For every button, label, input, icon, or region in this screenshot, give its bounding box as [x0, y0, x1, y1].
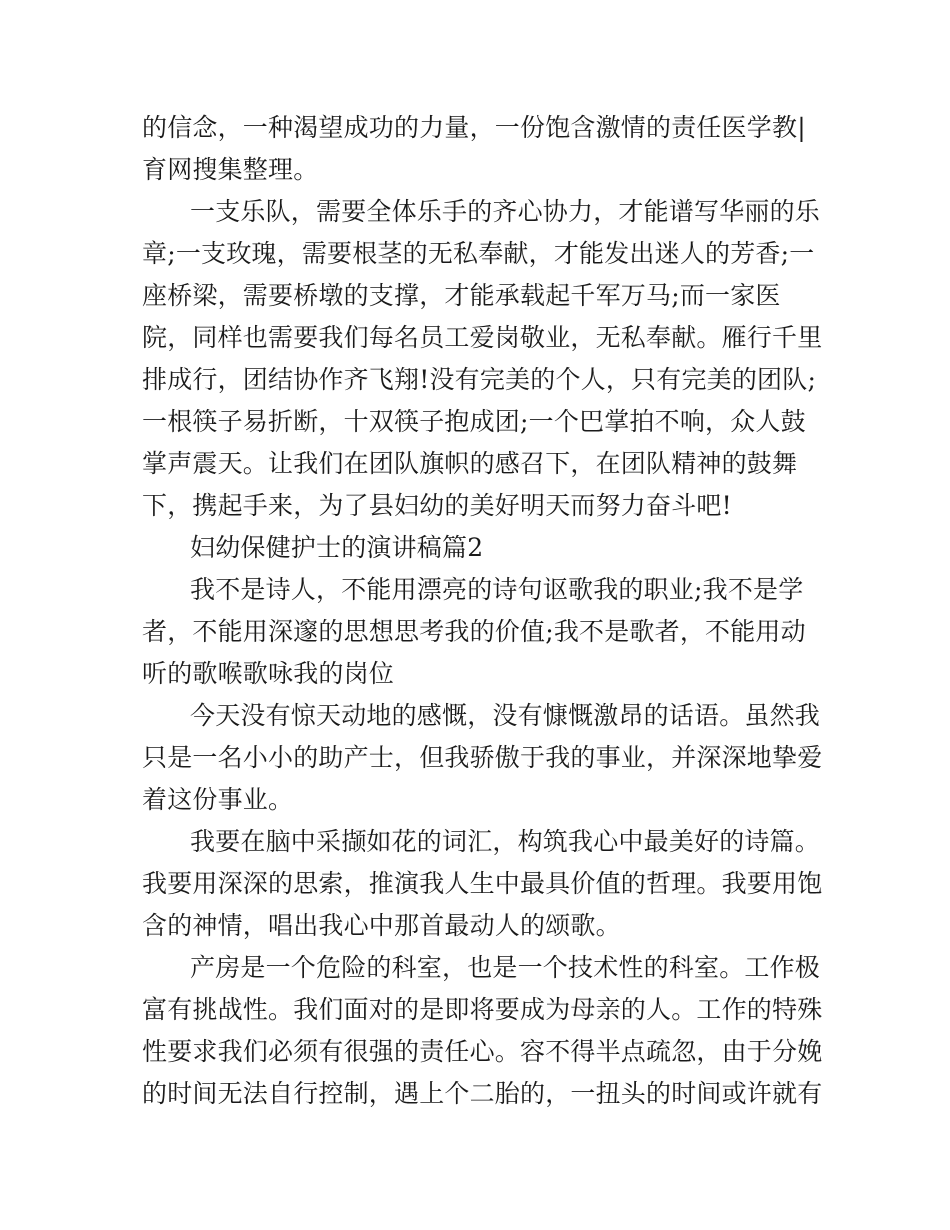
text-line: 只是一名小小的助产士，但我骄傲于我的事业，并深深地挚爱 [142, 743, 823, 772]
text-line: 排成行，团结协作齐飞翔!没有完美的个人，只有完美的团队; [142, 365, 817, 394]
text-line: 我要用深深的思索，推演我人生中最具价值的哲理。我要用饱 [142, 869, 823, 898]
text-line: 听的歌喉歌咏我的岗位 [142, 659, 395, 688]
text-line: 掌声震天。让我们在团队旗帜的感召下，在团队精神的鼓舞 [142, 449, 798, 478]
text-line: 性要求我们必须有很强的责任心。容不得半点疏忽，由于分娩 [142, 1037, 823, 1066]
text-line: 富有挑战性。我们面对的是即将要成为母亲的人。工作的特殊 [142, 995, 823, 1024]
paragraph-start-line: 今天没有惊天动地的感慨，没有慷慨激昂的话语。虽然我 [190, 701, 821, 730]
text-line: 的时间无法自行控制，遇上个二胎的，一扭头的时间或许就有 [142, 1079, 823, 1108]
paragraph-start-line: 我要在脑中采撷如花的词汇，构筑我心中最美好的诗篇。 [190, 827, 821, 856]
text-line: 下，携起手来，为了县妇幼的美好明天而努力奋斗吧! [142, 491, 732, 520]
paragraph-start-line: 一支乐队，需要全体乐手的齐心协力，才能谱写华丽的乐 [190, 197, 821, 226]
text-line: 院，同样也需要我们每名员工爱岗敬业，无私奉献。雁行千里 [142, 323, 823, 352]
text-line: 含的神情，唱出我心中那首最动人的颂歌。 [142, 911, 621, 940]
text-line: 着这份事业。 [142, 785, 294, 814]
text-line: 者，不能用深邃的思想思考我的价值;我不是歌者，不能用动 [142, 617, 806, 646]
section-heading: 妇幼保健护士的演讲稿篇2 [190, 533, 484, 562]
paragraph-start-line: 产房是一个危险的科室，也是一个技术性的科室。工作极 [190, 953, 821, 982]
text-line: 育网搜集整理。 [142, 155, 319, 184]
document-body [142, 107, 822, 1115]
text-line: 的信念，一种渴望成功的力量，一份饱含激情的责任医学教| [142, 113, 806, 142]
text-line: 一根筷子易折断，十双筷子抱成团;一个巴掌拍不响，众人鼓 [142, 407, 806, 436]
text-line: 座桥梁，需要桥墩的支撑，才能承载起千军万马;而一家医 [142, 281, 781, 310]
text-line: 章;一支玫瑰，需要根茎的无私奉献，才能发出迷人的芳香;一 [142, 239, 815, 268]
paragraph-start-line: 我不是诗人，不能用漂亮的诗句讴歌我的职业;我不是学 [190, 575, 804, 604]
